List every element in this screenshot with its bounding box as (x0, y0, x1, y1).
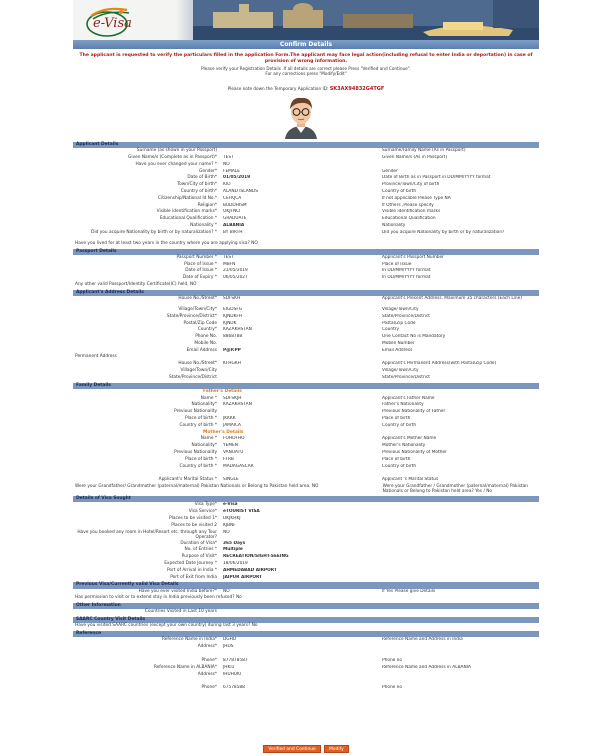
field-row-purpose-of-visit (73, 554, 539, 561)
field-row-country (73, 327, 539, 334)
field-hint: If Yes Please give Details (382, 588, 436, 594)
field-label: Have you ever changed your name? * (135, 161, 217, 167)
field-value: NO (223, 588, 230, 594)
field-row-previous-nationality (73, 409, 539, 416)
modify-button[interactable]: Modify (324, 745, 349, 753)
field-label: Duration of Visa* (180, 540, 217, 546)
section-header-applicant-s-address-details: Applicant's Address Details (73, 290, 539, 296)
field-row-country-of-birth (73, 423, 539, 430)
field-hint: Reference Name and Address in India (382, 637, 463, 643)
question-text: Were your Grandfather/ Grandmother (paternal/maternal) Pakistan Nationals or Belong to Pakistan held area. NO (75, 484, 319, 490)
field-label: Visa Service* (188, 509, 217, 515)
field-label: Place of Issue * (184, 261, 217, 267)
field-value: KJNDKFH (223, 313, 243, 319)
field-hint: In DD/MM/YYYY format (382, 268, 431, 274)
field-row-places-to-be-visited-2 (73, 523, 539, 530)
field-hint: Phone no (382, 685, 403, 691)
field-row-country-of-birth (73, 464, 539, 471)
field-hint: Did you acquire Nationality by birth or by naturalization? (382, 229, 505, 235)
field-hint: Applicant 's Marital Status (382, 477, 439, 483)
correction-instruction: For any corrections press "Modify/Edit" (265, 71, 347, 76)
field-row-place-of-birth (73, 416, 539, 423)
field-label: Country* (197, 327, 217, 333)
section-header-details-of-visa-sought: Details of Visa Sought (73, 496, 539, 502)
field-hint: Previous Nationality of Mother (382, 450, 447, 456)
field-label: Name * (200, 436, 217, 442)
field-hint: Village/Town/City (382, 368, 419, 374)
field-label: Mobile No. (194, 340, 217, 346)
field-value: SINGLE (223, 477, 239, 483)
field-label: Town/City of birth* (177, 182, 217, 188)
field-hint: Email Address (382, 347, 413, 353)
field-row-duration-of-visa (73, 541, 539, 548)
field-value: JAMAICA (223, 422, 241, 428)
field-value: RECREATION/SIGHT-SEEING (223, 554, 289, 560)
field-hint: Visible identification marks (382, 209, 441, 215)
field-label: Port of Exit from India (170, 574, 217, 580)
field-value: DKJKHKJ (223, 516, 241, 521)
field-row-nationality (73, 223, 539, 230)
subsection-heading: Father's Details (203, 388, 242, 394)
field-label: State/Province/District (169, 374, 217, 380)
field-row-countries-visited-in-last-10-years (73, 609, 539, 616)
field-label: Port of Arrival in India * (166, 567, 217, 573)
field-value: FOHOFHO (223, 436, 245, 442)
field-value: KJBNF (223, 522, 236, 528)
field-hint: Date of Birth as in Passport in DD/MM/YYYY format (382, 175, 491, 181)
field-hint: Surname/Family Name (As in Passport) (382, 148, 466, 154)
field-value: 01/05/2019 (223, 175, 251, 181)
field-label: Phone No. (195, 334, 217, 340)
field-row-previous-nationality (73, 450, 539, 457)
field-row-expected-date-journey (73, 561, 539, 568)
field-row-port-of-arrival-in-india (73, 568, 539, 575)
field-hint: State/Province/District (382, 374, 430, 380)
field-row-town-city-of-birth (73, 182, 539, 189)
field-row-name (73, 436, 539, 443)
banner-scenery (193, 0, 539, 40)
field-value: MADAGASCAR (223, 463, 254, 469)
field-label: Date of Expiry * (182, 275, 217, 281)
field-hint: Province/Town/City of birth (382, 182, 440, 188)
field-label: Have you booked any room in Hotel/Resort etc. through any Tour Operator? (77, 529, 217, 540)
applicant-photo (281, 93, 321, 139)
field-row-phone (73, 685, 539, 692)
field-value: KAZAKHSTAN (223, 327, 252, 333)
field-value: KFHGKH (223, 361, 241, 367)
field-label: Place of birth * (185, 456, 217, 462)
field-hint: Applicant's Passport Number (382, 254, 444, 260)
field-value: VANUATU (223, 450, 244, 456)
field-value: IHUHUKI (223, 671, 242, 677)
field-hint: Father's Nationality (382, 402, 424, 408)
field-label: Passport Number * (176, 254, 217, 260)
question-row: Have you visited SAARC countries (except your own country) during last 3 years? No (75, 623, 258, 629)
field-hint: Mother's Nationality (382, 443, 426, 449)
field-label: Did you acquire Nationality by birth or by naturalization? * (91, 229, 217, 235)
field-label: Places to be visited 1* (169, 516, 217, 521)
field-label: Nationality* (191, 443, 217, 449)
field-row-religion (73, 203, 539, 210)
field-label: Applicant's Marital Status * (158, 477, 217, 483)
field-value: SDFSKJH (223, 395, 242, 401)
field-label: Date of Issue * (185, 268, 217, 274)
field-label: Country of birth * (179, 422, 217, 428)
section-header-family-details: Family Details (73, 383, 539, 389)
field-row-name (73, 396, 539, 403)
field-hint: Country of birth (382, 422, 417, 428)
field-label: House No./Street* (178, 361, 217, 367)
field-label: Reference Name in India* (161, 637, 217, 643)
field-label: Address* (197, 644, 217, 650)
section-header-passport-details: Passport Details (73, 249, 539, 255)
field-hint: Given Name/s (As in Passport) (382, 154, 448, 160)
section-header-reference: Reference (73, 631, 539, 637)
field-hint: Applicant's Father Name (382, 395, 435, 401)
field-hint: Place of Issue (382, 261, 412, 267)
field-label: Reference Name in ALBANIA* (153, 664, 217, 670)
question-row: Has permission to visit or to extend stay in India previously been refused? No (75, 595, 242, 601)
section-header-saarc-country-visit-details: SAARC Country Visit Details (73, 617, 539, 623)
field-value: KIO (223, 182, 231, 188)
temp-id-label: Please note down the Temporary Application ID: (227, 86, 329, 91)
field-row-educational-qualification (73, 216, 539, 223)
field-row-passport-number (73, 255, 539, 262)
field-label: Educational Qualification * (159, 216, 217, 222)
field-row-date-of-birth (73, 175, 539, 182)
action-bar (73, 745, 539, 755)
field-hint: If not applicable Please Type NA (382, 195, 451, 201)
field-value: ALBANIA (223, 222, 245, 228)
field-hint: Phone no (382, 657, 403, 663)
field-row-reference-name-in-india (73, 637, 539, 644)
field-label: House No./Street* (178, 295, 217, 301)
field-hint: Nationality (382, 222, 406, 228)
field-row-village-town-city (73, 307, 539, 314)
field-row-postal-zip-code (73, 321, 539, 328)
field-row-email-address (73, 348, 539, 355)
field-label: Religion* (197, 202, 217, 208)
question-row: Have you lived for at least two years in the country where you are applying visa? NO (75, 240, 258, 246)
field-hint: In DD/MM/YYYY format (382, 275, 431, 281)
field-row-house-no-street (73, 296, 539, 307)
field-label: Nationality * (190, 222, 217, 228)
field-value: 18/06/2019 (223, 560, 248, 566)
field-value: JKKKK (223, 416, 236, 422)
field-hint: Place of birth (382, 416, 411, 422)
temp-id-row (73, 86, 539, 92)
field-label: Email Address (186, 347, 217, 353)
field-value: Multiple (223, 547, 243, 553)
field-row-visible-identification-marks (73, 209, 539, 216)
field-label: Village/Town/City (180, 368, 217, 374)
question-row: Any other valid Passport/Identity Certificate(IC) held, NO (75, 281, 197, 287)
field-row-date-of-issue (73, 268, 539, 275)
field-value: eTOURIST VISA (223, 509, 260, 515)
field-row-nationality (73, 402, 539, 409)
field-label: Name * (200, 395, 217, 401)
application-details-form (73, 141, 539, 692)
field-hint: State/Province/District (382, 313, 430, 319)
field-label: Expected Date Journey * (164, 560, 217, 566)
field-row-gender (73, 169, 539, 176)
field-hint: Village/Town/City (382, 306, 419, 312)
field-row-place-of-issue (73, 262, 539, 269)
field-row-village-town-city (73, 368, 539, 375)
question-row (73, 484, 539, 495)
field-hint: One Contact No is Mandatory (382, 334, 446, 340)
spacer (73, 651, 539, 658)
field-value: KJNDK (223, 320, 237, 326)
field-value: 06/05/2027 (223, 275, 248, 281)
field-value: JAIPUR AIRPORT (223, 574, 263, 580)
field-value: JHKI1 (223, 664, 235, 670)
field-value: 8868788 (223, 334, 243, 340)
field-value: 365 Days (223, 540, 246, 546)
field-value: TEST (223, 254, 234, 260)
field-value: TEST (223, 154, 234, 160)
temp-application-id: SK3AX94832G4TGF (329, 86, 385, 92)
field-value: OKJFNCI (223, 209, 241, 215)
field-row-mobile-no (73, 341, 539, 348)
field-row-house-no-street (73, 361, 539, 368)
field-value: BUDDHISM (223, 202, 247, 208)
field-label: Have you ever visited India before?* (138, 588, 217, 594)
field-row-country-of-birth (73, 189, 539, 196)
field-row-address (73, 644, 539, 651)
field-label: Phone* (201, 685, 217, 691)
field-label: State/Province/District* (166, 313, 217, 319)
field-value: FEMALE (223, 168, 240, 174)
subsection-heading: Mother's Details (203, 429, 244, 435)
field-row-place-of-birth (73, 457, 539, 464)
field-label: Given Name/s (Complete as in Passport)* (128, 154, 217, 160)
field-row-state-province-district (73, 375, 539, 382)
field-label: Nationality* (191, 402, 217, 408)
field-hint: Gender (382, 168, 398, 174)
field-row-visa-type (73, 502, 539, 509)
field-row-surname-as-shown-in-your-passport (73, 148, 539, 155)
page-title: Confirm Details (73, 40, 539, 49)
field-row-nationality (73, 443, 539, 450)
field-value: MBFN (223, 261, 236, 267)
field-row-given-name-s-complete-as-in-passport (73, 155, 539, 162)
field-label: Previous Nationality (174, 409, 217, 415)
field-value: P@P.PP (223, 347, 241, 353)
field-row-state-province-district (73, 314, 539, 321)
field-hint: Place of birth (382, 456, 411, 462)
subsection-label: Permanent Address (75, 354, 117, 360)
field-row-citizenship-national-id-no (73, 196, 539, 203)
field-row-have-you-booked-any-room-in-hotel-resort-etc-through-any-tour-operator (73, 530, 539, 541)
field-value: YEMEN (223, 443, 238, 449)
spacer (73, 678, 539, 685)
field-hint: Country (382, 327, 400, 333)
field-row-date-of-expiry (73, 275, 539, 282)
section-header-previous-visa-currently-valid-visa-details: Previous Visa/Currently valid Visa Details (73, 582, 539, 588)
field-label: Visible identification marks* (156, 209, 217, 215)
verified-and-continue-button[interactable]: Verified and Continue (263, 745, 320, 753)
field-hint: Country of birth (382, 188, 417, 194)
field-label: Citizenship/National Id No.* (158, 195, 217, 201)
spacer (73, 470, 539, 477)
field-row-no-of-entries (73, 547, 539, 554)
field-value: 21/05/2019 (223, 268, 248, 274)
field-value: DGHD (223, 637, 237, 643)
field-label: Date of Birth* (187, 175, 217, 181)
field-row-address (73, 672, 539, 679)
field-row-did-you-acquire-nationality-by-birth-or-by-naturalization (73, 230, 539, 241)
field-value: JHDS (223, 644, 234, 650)
field-label: Country of birth* (180, 188, 217, 194)
section-header-applicant-details: Applicant Details (73, 142, 539, 148)
field-hint: Were your Grandfather / Grandmother (paternal/maternal) Pakistan Nationals or Belong to Pakistan held area? Yes / No (382, 484, 529, 495)
field-label: Phone* (201, 657, 217, 663)
field-value: BY BIRTH (223, 229, 243, 235)
field-value: 877878587 (223, 657, 248, 663)
header-banner (73, 0, 539, 40)
field-label: Address* (197, 671, 217, 677)
field-value: EIGDSFG (223, 306, 243, 312)
legal-warning: The applicant is requested to verify the particulars filled in the application Form.The applicant may face legal action(including refusal to enter India or deportation) in case of provision of wrong information. (79, 53, 533, 64)
field-hint: If Others ,Please specify (382, 202, 434, 208)
section-header-other-information: Other Information (73, 603, 539, 609)
field-label: Purpose of Visit* (181, 554, 217, 560)
field-row-phone (73, 658, 539, 665)
field-hint: Applicant's Mother Name (382, 436, 437, 442)
field-label: Place of birth * (185, 416, 217, 422)
field-value: NO (223, 161, 230, 167)
field-hint: Applicant's Present Address. Maximum 35 characters (Each Line) (382, 295, 522, 301)
field-label: Country of birth * (179, 463, 217, 469)
logo-text: e-Visa (93, 16, 132, 31)
field-value: ALAND ISLANDS (223, 188, 258, 194)
field-label: No. of Entries * (184, 547, 217, 553)
field-label: Visa Type* (194, 502, 217, 508)
field-row-places-to-be-visited-1 (73, 516, 539, 523)
field-hint: Educational Qualification (382, 216, 436, 222)
field-row-port-of-exit-from-india (73, 575, 539, 582)
field-label: Places to be visited 2 (171, 522, 217, 528)
field-value: KAZAKHSTAN (223, 402, 252, 408)
field-row-visa-service (73, 509, 539, 516)
field-value: CEFKJCA (223, 195, 242, 201)
field-hint: Reference Name and Address in ALBANIA (382, 664, 471, 670)
field-hint: Postal/Zip Code (382, 320, 416, 326)
field-label: Village/Town/City* (178, 306, 217, 312)
field-hint: Previous Nationality of Father (382, 409, 446, 415)
field-row-phone-no (73, 334, 539, 341)
field-value: AHMEDABAD AIRPORT (223, 567, 277, 573)
field-row-reference-name-in-albania (73, 665, 539, 672)
field-value: GRADUATE (223, 216, 247, 222)
field-row-have-you-ever-changed-your-name (73, 162, 539, 169)
field-label: Gender* (199, 168, 217, 174)
field-value: 67578588 (223, 685, 245, 691)
field-value: e-Visa (223, 502, 238, 508)
verify-instruction: Please verify your Registration Details .If all details are correct please Press "Verified and Continue". (200, 66, 412, 71)
field-label: Surname (as shown in your Passport) (136, 148, 217, 154)
field-hint: Country of birth (382, 463, 417, 469)
field-value: NO (223, 529, 230, 535)
field-label: Postal/Zip Code (183, 320, 217, 326)
field-hint: Mobile Number (382, 340, 415, 346)
field-label: Previous Nationality (174, 450, 217, 456)
field-value: SDFSKH (223, 295, 241, 301)
field-label: Countries Visited in Last 10 years (144, 609, 217, 615)
field-hint: Applicant's Permanent Address(with Postal/Zip Code) (382, 361, 497, 367)
field-value: FFRB (223, 456, 234, 462)
